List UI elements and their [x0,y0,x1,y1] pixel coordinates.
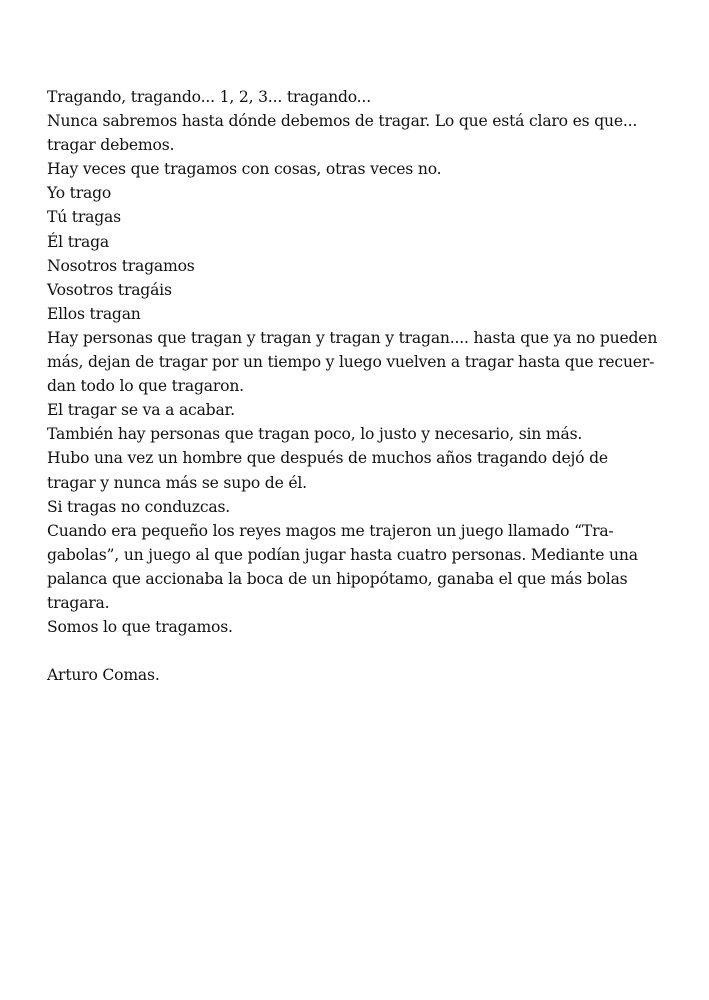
text-line: tragara. [47,593,110,612]
text-line: El tragar se va a acabar. [47,401,235,420]
text-line: Somos lo que tragamos. [47,618,233,637]
text-line: Cuando era pequeño los reyes magos me trajeron un juego llamado “Tra- [47,521,614,540]
text-line: gabolas”, un juego al que podían jugar hasta cuatro personas. Mediante una [47,545,638,564]
text-line: Si tragas no conduzcas. [47,497,231,516]
text-line: Tragando, tragando... 1, 2, 3... tragando... [47,88,371,106]
paragraph-spacer [47,639,667,663]
document-body [47,85,667,687]
text-line: Nosotros tragamos [47,256,195,275]
text-line: tragar y nunca más se supo de él. [47,473,307,492]
text-line: más, dejan de tragar por un tiempo y luego vuelven a tragar hasta que recuer- [47,353,655,372]
text-line: Yo trago [47,184,112,203]
text-line: tragar debemos. [47,136,175,155]
text-line: Tú tragas [47,208,121,227]
text-line: Ellos tragan [47,304,141,323]
signature: Arturo Comas. [47,666,160,685]
text-line: Hay veces que tragamos con cosas, otras veces no. [47,160,442,179]
text-line: Hubo una vez un hombre que después de muchos años tragando dejó de [47,449,608,468]
text-line: También hay personas que tragan poco, lo justo y necesario, sin más. [47,425,583,444]
text-line: Vosotros tragáis [47,280,172,299]
text-line: Nunca sabremos hasta dónde debemos de tragar. Lo que está claro es que... [47,112,638,131]
text-line: palanca que accionaba la boca de un hipopótamo, ganaba el que más bolas [47,569,628,588]
text-line: dan todo lo que tragaron. [47,377,244,396]
text-line: Él traga [47,232,110,251]
text-line: Hay personas que tragan y tragan y tragan y tragan.... hasta que ya no pueden [47,328,658,347]
